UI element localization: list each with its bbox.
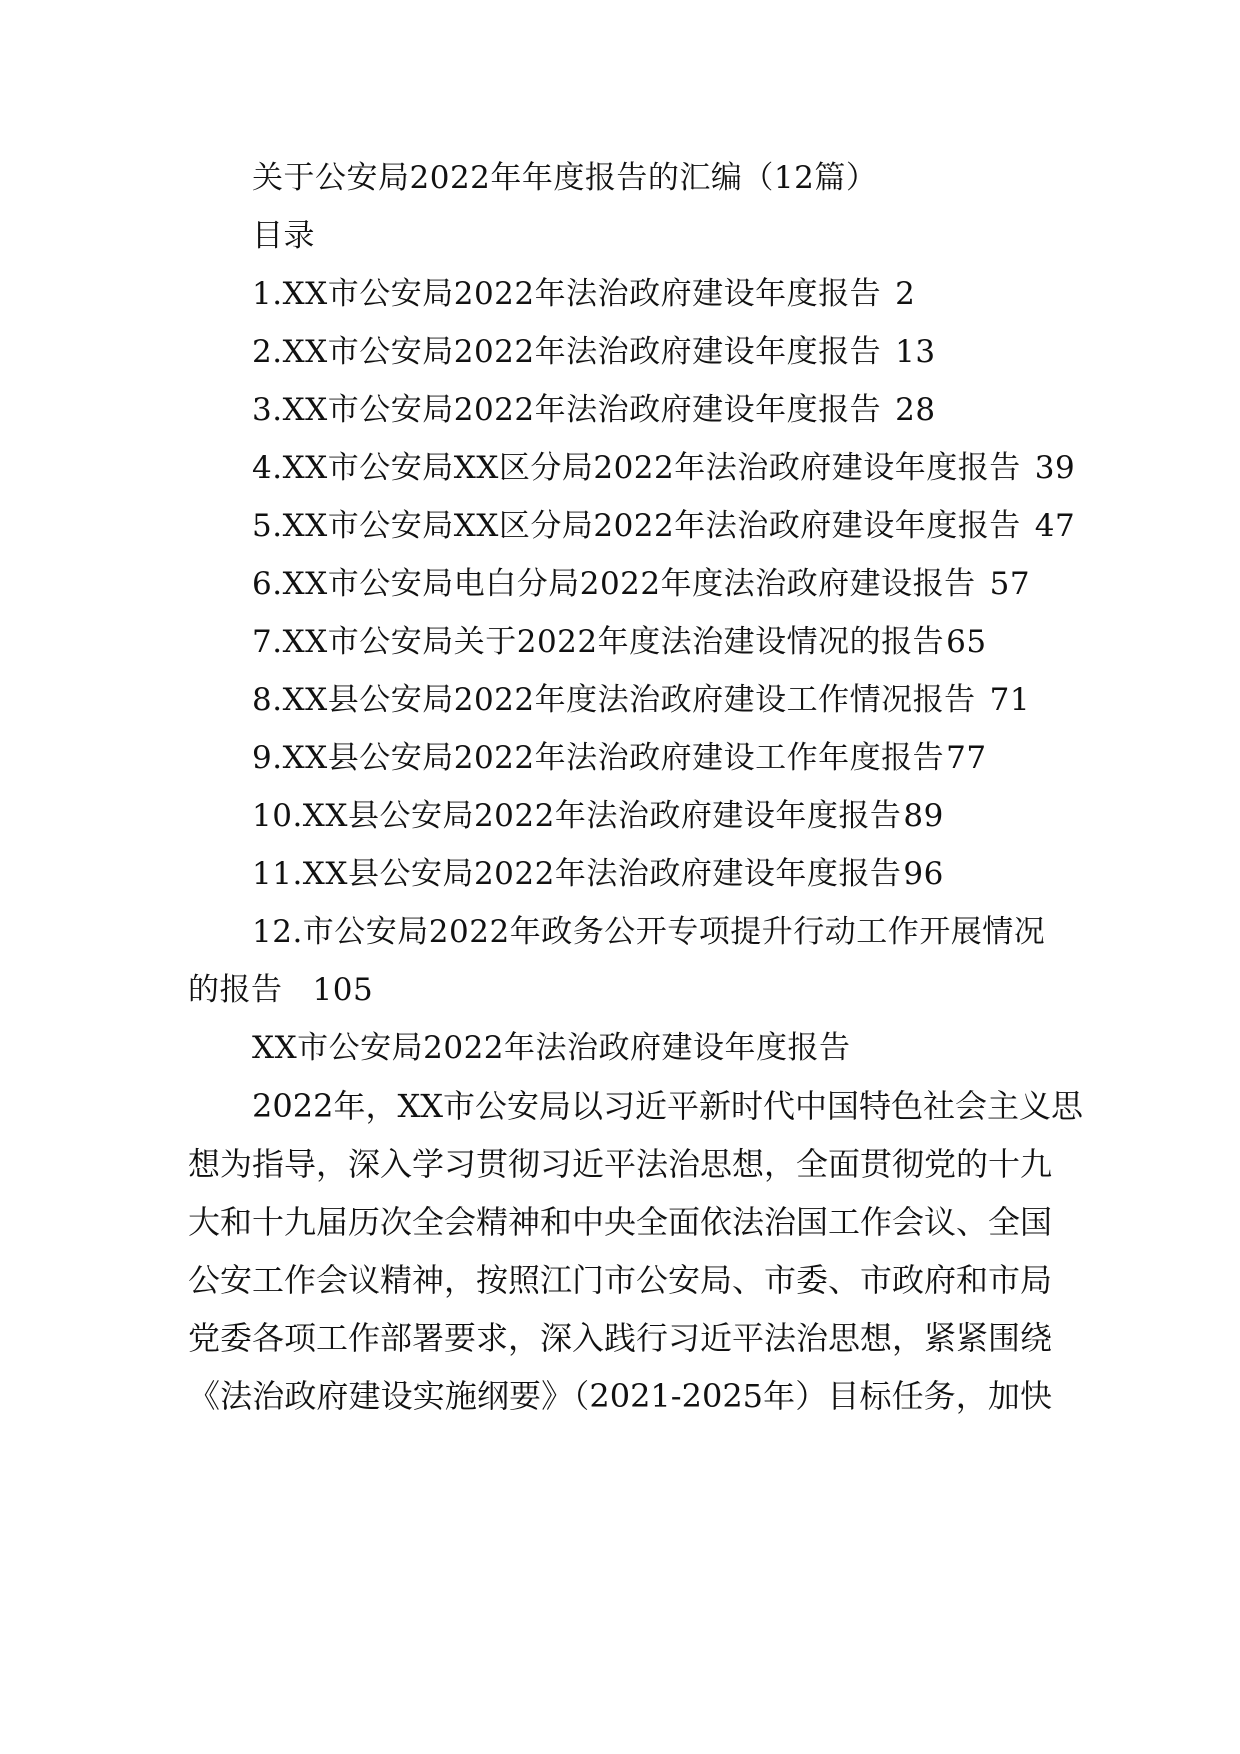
- toc-item-page: 105: [312, 972, 374, 1008]
- toc-item-label: 9.XX县公安局2022年法治政府建设工作年度报告: [252, 740, 945, 776]
- toc-item-page: 57: [989, 566, 1031, 602]
- toc-item-page: 39: [1034, 450, 1076, 486]
- toc-item-label: 4.XX市公安局XX区分局2022年法治政府建设年度报告: [252, 450, 1021, 486]
- toc-item-label: 10.XX县公安局2022年法治政府建设年度报告: [252, 798, 902, 834]
- toc-item-label: 7.XX市公安局关于2022年度法治建设情况的报告: [252, 624, 945, 660]
- body-line: 大和十九届历次全会精神和中央全面依法治国工作会议、全国: [188, 1203, 1053, 1241]
- toc-item: [252, 274, 915, 314]
- toc-item-page: 89: [903, 798, 944, 834]
- toc-item: [252, 680, 1030, 720]
- body-line: 公安工作会议精神，按照江门市公安局、市委、市政府和市局: [188, 1261, 1053, 1299]
- toc-item: [252, 564, 1030, 604]
- body-line: 2022年，XX市公安局以习近平新时代中国特色社会主义思: [252, 1087, 1084, 1125]
- toc-item-page: 2: [895, 276, 916, 312]
- toc-item-label: 3.XX市公安局2022年法治政府建设年度报告: [252, 392, 882, 428]
- toc-item-page: 77: [946, 740, 987, 776]
- toc-item-label: 2.XX市公安局2022年法治政府建设年度报告: [252, 334, 882, 370]
- toc-item-label: 11.XX县公安局2022年法治政府建设年度报告: [252, 856, 902, 892]
- toc-item-label: 的报告: [188, 972, 283, 1008]
- document-title: 关于公安局2022年年度报告的汇编（12篇）: [252, 160, 878, 196]
- toc-item-label: 8.XX县公安局2022年度法治政府建设工作情况报告: [252, 682, 976, 718]
- toc-item-page: 96: [903, 856, 944, 892]
- toc-item-last-line1: 12.市公安局2022年政务公开专项提升行动工作开展情况: [252, 914, 1046, 950]
- toc-item-label: 5.XX市公安局XX区分局2022年法治政府建设年度报告: [252, 508, 1021, 544]
- toc-item: [252, 796, 944, 836]
- toc-item: [252, 448, 1075, 488]
- body-line: 党委各项工作部署要求，深入践行习近平法治思想，紧紧围绕: [188, 1319, 1053, 1357]
- toc-item: [252, 332, 936, 372]
- toc-item-last-line2: [188, 970, 373, 1010]
- body-line: 《法治政府建设实施纲要》（2021-2025年）目标任务，加快: [188, 1377, 1052, 1415]
- toc-item-page: 28: [895, 392, 936, 428]
- toc-item: [252, 506, 1075, 546]
- section-title: XX市公安局2022年法治政府建设年度报告: [252, 1030, 851, 1066]
- body-line: 想为指导，深入学习贯彻习近平法治思想，全面贯彻党的十九: [188, 1145, 1053, 1183]
- toc-item-label: 6.XX市公安局电白分局2022年度法治政府建设报告: [252, 566, 976, 602]
- toc-item-label: 1.XX市公安局2022年法治政府建设年度报告: [252, 276, 882, 312]
- toc-heading: 目录: [252, 218, 315, 254]
- toc-item-page: 13: [895, 334, 936, 370]
- toc-item-page: 71: [989, 682, 1031, 718]
- toc-item: [252, 390, 936, 430]
- toc-item-page: 65: [946, 624, 987, 660]
- toc-item: [252, 622, 987, 662]
- toc-item: [252, 738, 987, 778]
- toc-item-page: 47: [1034, 508, 1076, 544]
- toc-item: [252, 854, 944, 894]
